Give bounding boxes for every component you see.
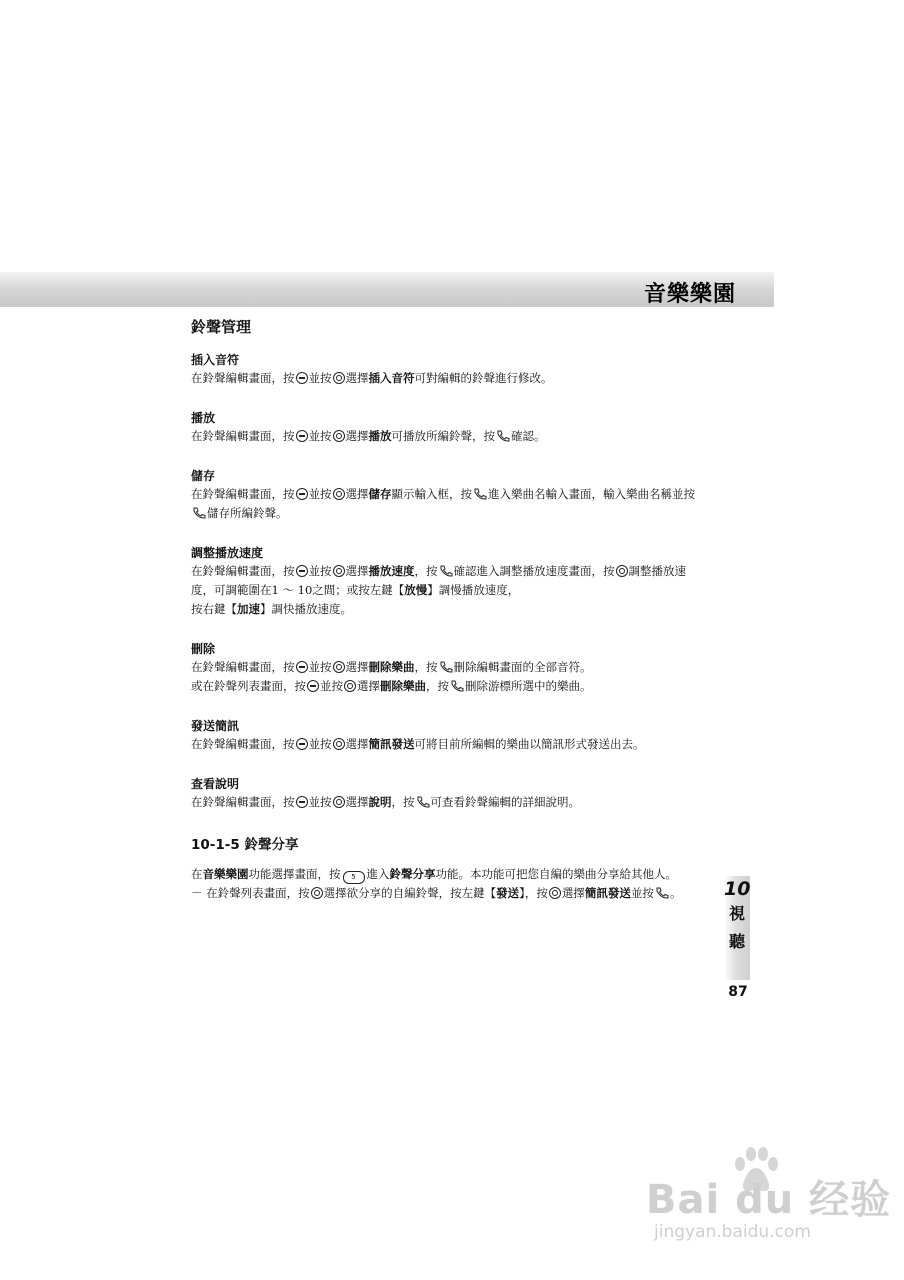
send-key-icon — [192, 507, 206, 519]
section-line: 在鈴聲編輯畫面，按 並按 選擇播放可播放所編鈴聲，按 確認。 — [191, 429, 546, 443]
section-line: 按右鍵【加速】調快播放速度。 — [191, 602, 352, 616]
send-key-icon — [450, 680, 464, 692]
section-title: 發送簡訊 — [191, 719, 240, 733]
watermark-brand: Bai du 经验 — [646, 1177, 892, 1223]
minus-key-icon — [296, 738, 308, 750]
section-line: 在鈴聲編輯畫面，按 並按 選擇插入音符可對編輯的鈴聲進行修改。 — [191, 371, 553, 385]
section-adjust-speed — [191, 544, 731, 619]
section-view-help — [191, 775, 731, 812]
minus-key-icon — [296, 430, 308, 442]
page-content — [191, 316, 731, 903]
send-key-icon — [473, 488, 487, 500]
minus-key-icon — [307, 680, 319, 692]
section-line: 在鈴聲編輯畫面，按 並按 選擇儲存顯示輸入框，按 進入樂曲名輸入畫面，輸入樂曲名稱並按 — [191, 487, 695, 501]
send-key-icon — [496, 430, 510, 442]
section-title: 調整播放速度 — [191, 546, 264, 560]
section-title: 插入音符 — [191, 353, 240, 367]
nav-key-icon — [333, 738, 345, 750]
minus-key-icon — [296, 661, 308, 673]
nav-key-icon — [333, 430, 345, 442]
send-key-icon — [439, 565, 453, 577]
key-5-icon: 5 — [343, 871, 365, 884]
section-line: 在鈴聲編輯畫面，按 並按 選擇刪除樂曲，按 刪除編輯畫面的全部音符。 — [191, 660, 592, 674]
section-title: 查看說明 — [191, 777, 240, 791]
section-insert-note — [191, 351, 731, 388]
nav-key-icon — [333, 796, 345, 808]
chapter-header-band — [0, 272, 774, 307]
section-play — [191, 409, 731, 446]
watermark-url: jingyan.baidu.com — [654, 1222, 811, 1242]
share-line: － 在鈴聲列表畫面，按 選擇欲分享的自編鈴聲，按左鍵【發送】，按 選擇簡訊發送並按 。 — [191, 886, 682, 900]
main-heading: 鈴聲管理 — [191, 318, 252, 336]
nav-key-icon — [333, 565, 345, 577]
send-key-icon — [655, 887, 669, 899]
section-line: 在鈴聲編輯畫面，按 並按 選擇簡訊發送可將目前所編輯的樂曲以簡訊形式發送出去。 — [191, 737, 645, 751]
section-title: 刪除 — [191, 642, 216, 656]
chapter-char: 聽 — [728, 932, 745, 951]
page-number: 87 — [728, 984, 748, 1000]
send-key-icon — [439, 661, 453, 673]
section-save — [191, 467, 731, 523]
nav-key-icon — [616, 565, 628, 577]
nav-key-icon — [344, 680, 356, 692]
nav-key-icon — [311, 887, 323, 899]
nav-key-icon — [333, 488, 345, 500]
section-line: 在鈴聲編輯畫面，按 並按 選擇說明，按 可查看鈴聲編輯的詳細說明。 — [191, 795, 580, 809]
minus-key-icon — [296, 565, 308, 577]
section-line: 或在鈴聲列表畫面，按 並按 選擇刪除樂曲，按 刪除游標所選中的樂曲。 — [191, 679, 592, 693]
share-line: 在音樂樂園功能選擇畫面，按 5 進入鈴聲分享功能。本功能可把您自編的樂曲分享給其他人。 — [191, 865, 731, 884]
send-key-icon — [416, 796, 430, 808]
nav-key-icon — [549, 887, 561, 899]
minus-key-icon — [296, 488, 308, 500]
share-heading: 10-1-5 鈴聲分享 — [191, 837, 299, 853]
nav-key-icon — [333, 372, 345, 384]
nav-key-icon — [333, 661, 345, 673]
section-line: 在鈴聲編輯畫面，按 並按 選擇播放速度，按 確認進入調整播放速度畫面，按 調整播放速 — [191, 564, 686, 578]
minus-key-icon — [296, 372, 308, 384]
section-title: 儲存 — [191, 469, 216, 483]
section-line: 儲存所編鈴聲。 — [191, 504, 731, 523]
section-delete — [191, 640, 731, 696]
minus-key-icon — [296, 796, 308, 808]
section-title: 播放 — [191, 411, 216, 425]
watermark — [646, 1140, 892, 1250]
chapter-char: 視 — [728, 904, 745, 923]
chapter-title: 音樂樂園 — [643, 282, 736, 307]
chapter-number: 10 — [724, 878, 751, 900]
section-line: 度，可調範圍在1 ～ 10之間；或按左鍵【放慢】調慢播放速度， — [191, 583, 520, 597]
section-send-sms — [191, 717, 731, 754]
chapter-side-tab — [724, 876, 750, 980]
